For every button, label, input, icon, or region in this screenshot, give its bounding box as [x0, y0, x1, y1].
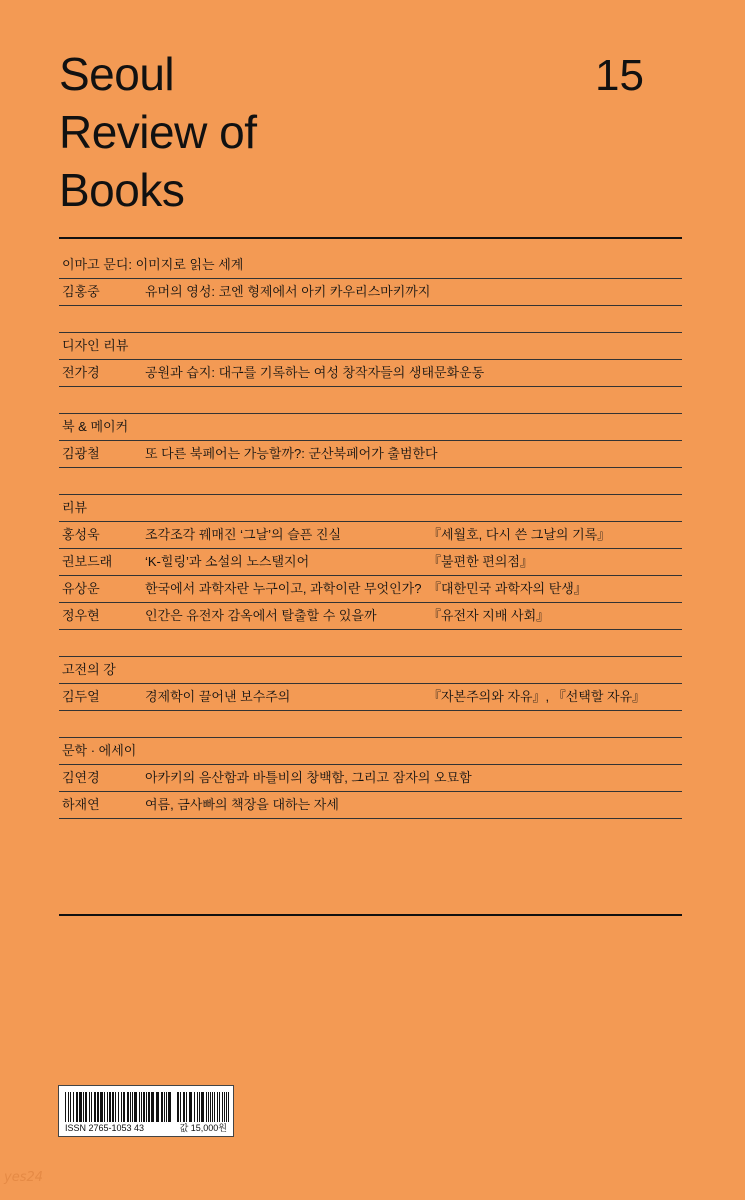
barcode-bar [226, 1092, 227, 1122]
magazine-title [59, 45, 256, 219]
barcode-bar [94, 1092, 96, 1122]
barcode-bar [161, 1092, 163, 1122]
barcode-bar [143, 1092, 145, 1122]
barcode-bar [189, 1092, 192, 1122]
entry-title: 아카키의 음산함과 바틀비의 창백함, 그리고 잠자의 오묘함 [145, 770, 472, 785]
entry-title: ‘K-힐링’과 소설의 노스탤지어 [145, 554, 310, 569]
barcode-bar [197, 1092, 198, 1122]
barcode-bar [194, 1092, 195, 1122]
entry-title: 한국에서 과학자란 누구이고, 과학이란 무엇인가? [145, 581, 422, 596]
barcode-bar [141, 1092, 142, 1122]
barcode-bar [104, 1092, 105, 1122]
watermark: yes24 [4, 1170, 44, 1185]
section-title: 디자인 리뷰 [62, 338, 129, 353]
entry-title: 또 다른 북페어는 가능할까?: 군산북페어가 출범한다 [145, 446, 438, 461]
barcode-bar [89, 1092, 90, 1122]
barcode-label [58, 1085, 234, 1137]
barcode-bar [151, 1092, 154, 1122]
barcode-bar [166, 1092, 167, 1122]
spacer-row [59, 711, 682, 738]
section-title: 리뷰 [62, 500, 88, 515]
barcode-bar [132, 1092, 133, 1122]
entry-author: 김홍중 [62, 284, 100, 299]
toc-entry [59, 603, 682, 630]
toc-entry [59, 765, 682, 792]
entry-title: 공원과 습지: 대구를 기록하는 여성 창작자들의 생태문화운동 [145, 365, 485, 380]
entry-author: 권보드래 [62, 554, 113, 569]
barcode-bar [228, 1092, 229, 1122]
barcode-bar [168, 1092, 171, 1122]
entry-author: 정우현 [62, 608, 100, 623]
barcode-bar [76, 1092, 78, 1122]
barcode-bar [127, 1092, 129, 1122]
toc-entry [59, 792, 682, 819]
barcode-bar [212, 1092, 213, 1122]
spacer-row [59, 306, 682, 333]
entry-book: 『자본주의와 자유』, 『선택할 자유』 [428, 689, 646, 704]
toc-entry [59, 441, 682, 468]
barcode-bar [130, 1092, 131, 1122]
entry-book: 『대한민국 과학자의 탄생』 [428, 581, 587, 596]
barcode-bar [224, 1092, 225, 1122]
barcode-bar [100, 1092, 103, 1122]
entry-title: 인간은 유전자 감옥에서 탈출할 수 있을까 [145, 608, 377, 623]
section-header [59, 333, 682, 360]
barcode-bar [112, 1092, 114, 1122]
barcode-bar [210, 1092, 211, 1122]
section-header [59, 495, 682, 522]
spacer-row [59, 387, 682, 414]
entry-title: 경제학이 끌어낸 보수주의 [145, 689, 291, 704]
barcode-bar [73, 1092, 74, 1122]
bottom-rule [59, 914, 682, 916]
barcode-bar [121, 1092, 122, 1122]
top-rule [59, 237, 682, 239]
section-title: 이마고 문디: 이미지로 읽는 세계 [62, 257, 244, 272]
title-line-1: Seoul [59, 48, 175, 100]
entry-title: 유머의 영성: 코엔 형제에서 아키 카우리스마키까지 [145, 284, 431, 299]
price-text: 값 15,000원 [179, 1123, 227, 1133]
barcode-bar [201, 1092, 204, 1122]
section-title: 북 & 메이커 [62, 419, 129, 434]
entry-title: 조각조각 꿰매진 ‘그날’의 슬픈 진실 [145, 527, 342, 542]
entry-author: 김연경 [62, 770, 100, 785]
section-header [59, 414, 682, 441]
barcode-bar [79, 1092, 82, 1122]
entry-book: 『유전자 지배 사회』 [428, 608, 550, 623]
toc-entry [59, 549, 682, 576]
barcode-bar [115, 1092, 116, 1122]
barcode-bar [91, 1092, 92, 1122]
toc-entry [59, 360, 682, 387]
table-of-contents [59, 252, 682, 819]
barcode-bar [97, 1092, 99, 1122]
barcode-bar [85, 1092, 87, 1122]
spacer-row [59, 468, 682, 495]
barcode-bar [219, 1092, 220, 1122]
barcode-bar [118, 1092, 119, 1122]
entry-author: 김두얼 [62, 689, 100, 704]
section-title: 문학 · 에세이 [62, 743, 137, 758]
barcode-icon [65, 1092, 229, 1122]
entry-author: 하재연 [62, 797, 100, 812]
entry-title: 여름, 금사빠의 책장을 대하는 자세 [145, 797, 339, 812]
barcode-bar [68, 1092, 69, 1122]
spacer-row [59, 630, 682, 657]
entry-book: 『세월호, 다시 쓴 그날의 기록』 [428, 527, 611, 542]
barcode-bar [107, 1092, 108, 1122]
toc-entry [59, 279, 682, 306]
barcode-bar [83, 1092, 84, 1122]
barcode-bar [109, 1092, 111, 1122]
barcode-bar [199, 1092, 200, 1122]
barcode-bar [214, 1092, 215, 1122]
barcode-bar [123, 1092, 125, 1122]
barcode-bar [70, 1092, 71, 1122]
entry-author: 홍성욱 [62, 527, 100, 542]
toc-entry [59, 576, 682, 603]
section-header [59, 657, 682, 684]
section-title: 고전의 강 [62, 662, 116, 677]
barcode-bar [217, 1092, 218, 1122]
barcode-bar [164, 1092, 165, 1122]
issn-text: ISSN 2765-1053 43 [65, 1123, 145, 1133]
barcode-bar [177, 1092, 179, 1122]
issue-number: 15 [595, 51, 644, 100]
barcode-bar [146, 1092, 147, 1122]
entry-book: 『불편한 편의점』 [428, 554, 533, 569]
section-header [59, 738, 682, 765]
barcode-bar [180, 1092, 181, 1122]
toc-entry [59, 522, 682, 549]
entry-author: 김광철 [62, 446, 100, 461]
barcode-bar [183, 1092, 185, 1122]
entry-author: 유상운 [62, 581, 100, 596]
barcode-bar [134, 1092, 137, 1122]
barcode-bar [186, 1092, 187, 1122]
barcode-bar [156, 1092, 159, 1122]
barcode-bar [206, 1092, 207, 1122]
barcode-bar [65, 1092, 66, 1122]
title-line-2: Review of [59, 106, 257, 158]
barcode-bar [208, 1092, 209, 1122]
toc-entry [59, 684, 682, 711]
title-line-3: Books [59, 164, 185, 216]
barcode-bar [139, 1092, 140, 1122]
entry-author: 전가경 [62, 365, 100, 380]
barcode-bar [148, 1092, 150, 1122]
section-header [59, 252, 682, 279]
barcode-bar [222, 1092, 223, 1122]
